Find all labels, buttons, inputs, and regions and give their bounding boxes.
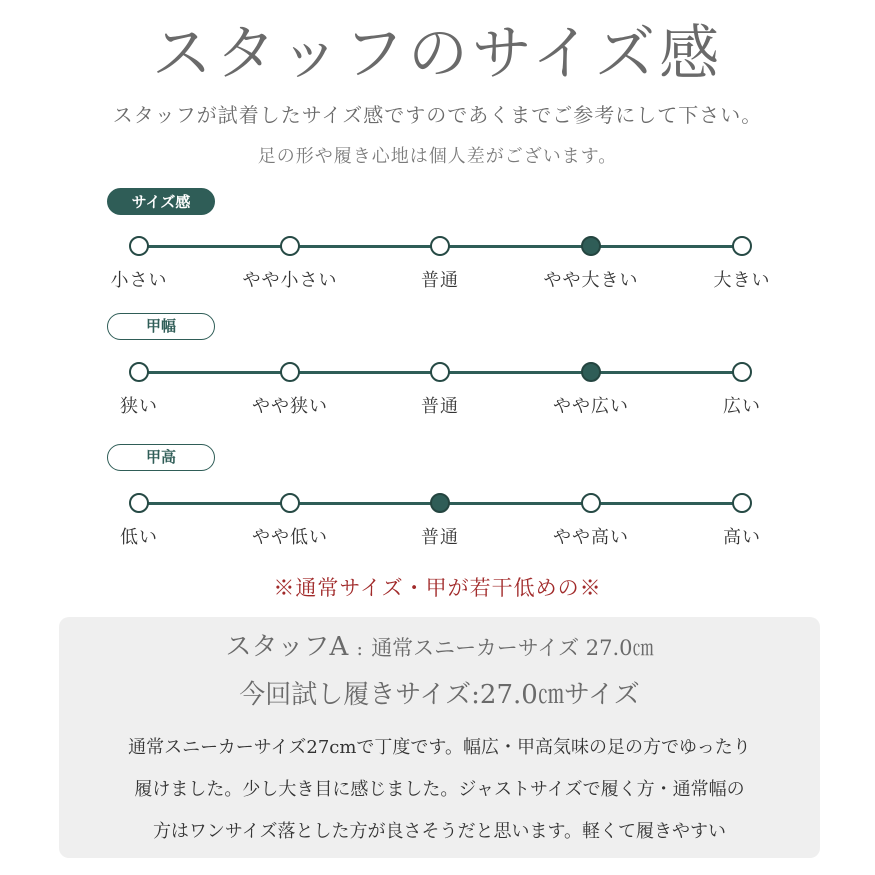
scale-dot-option-1 <box>280 362 300 382</box>
scale-dot-option-0 <box>129 493 149 513</box>
subtitle: スタッフが試着したサイズ感ですのであくまでご参考にして下さい。 <box>112 103 763 127</box>
scale-option-label: 低い <box>120 527 158 548</box>
scale-dot-selected <box>581 362 601 382</box>
scale-dot-option-1 <box>280 493 300 513</box>
scale-option-label: やや広い <box>553 396 629 417</box>
scale-option-label: やや狭い <box>252 396 328 417</box>
scale-option-label: 広い <box>723 396 761 417</box>
size-note: ※通常サイズ・甲が若干低めの※ <box>273 576 602 600</box>
comment-line: 通常スニーカーサイズ27cmで丁度です。幅広・甲高気味の足の方でゆったり <box>128 737 751 758</box>
scale-option-label: 大きい <box>713 270 771 291</box>
scale-dot-option-2 <box>430 362 450 382</box>
scale-dot-option-4 <box>732 493 752 513</box>
scale-dot-option-4 <box>732 236 752 256</box>
tried-size: 今回試し履きサイズ:27.0㎝サイズ <box>239 680 640 710</box>
scale-dot-option-2 <box>430 236 450 256</box>
usual-size: 通常スニーカーサイズ 27.0㎝ <box>371 636 654 660</box>
scale-label-instep-width: 甲幅 <box>107 313 215 340</box>
scale-dot-option-4 <box>732 362 752 382</box>
scale-dot-option-1 <box>280 236 300 256</box>
scale-option-label: 普通 <box>421 527 459 548</box>
comment-line: 方はワンサイズ落とした方が良さそうだと思います。軽くて履きやすい <box>152 821 727 842</box>
scale-option-label: 高い <box>723 527 761 548</box>
scale-instep-height <box>0 503 875 563</box>
scale-option-label: やや高い <box>553 527 629 548</box>
staff-review-box <box>59 617 820 858</box>
scale-option-label: やや低い <box>252 527 328 548</box>
scale-option-label: やや大きい <box>543 270 639 291</box>
scale-dot-option-0 <box>129 362 149 382</box>
page-title: スタッフのサイズ感 <box>151 19 724 89</box>
scale-dot-option-0 <box>129 236 149 256</box>
separator: : <box>356 638 363 660</box>
scale-option-label: 小さい <box>110 270 168 291</box>
scale-size-feel <box>0 246 875 306</box>
scale-instep-width <box>0 372 875 432</box>
scale-label-instep-height: 甲高 <box>107 444 215 471</box>
scale-option-label: 普通 <box>421 396 459 417</box>
staff-comment <box>69 727 810 853</box>
scale-label-size-feel: サイズ感 <box>107 188 215 215</box>
scale-option-label: 狭い <box>120 396 158 417</box>
scale-dot-option-3 <box>581 493 601 513</box>
staff-name: スタッフA <box>225 632 349 662</box>
scale-dot-selected <box>581 236 601 256</box>
scale-option-label: 普通 <box>421 270 459 291</box>
staff-usual-size-line <box>59 627 820 669</box>
scale-option-label: やや小さい <box>242 270 338 291</box>
comment-line: 履けました。少し大き目に感じました。ジャストサイズで履く方・通常幅の <box>134 779 745 800</box>
scale-dot-selected <box>430 493 450 513</box>
subtitle-note: 足の形や履き心地は個人差がございます。 <box>257 146 618 167</box>
